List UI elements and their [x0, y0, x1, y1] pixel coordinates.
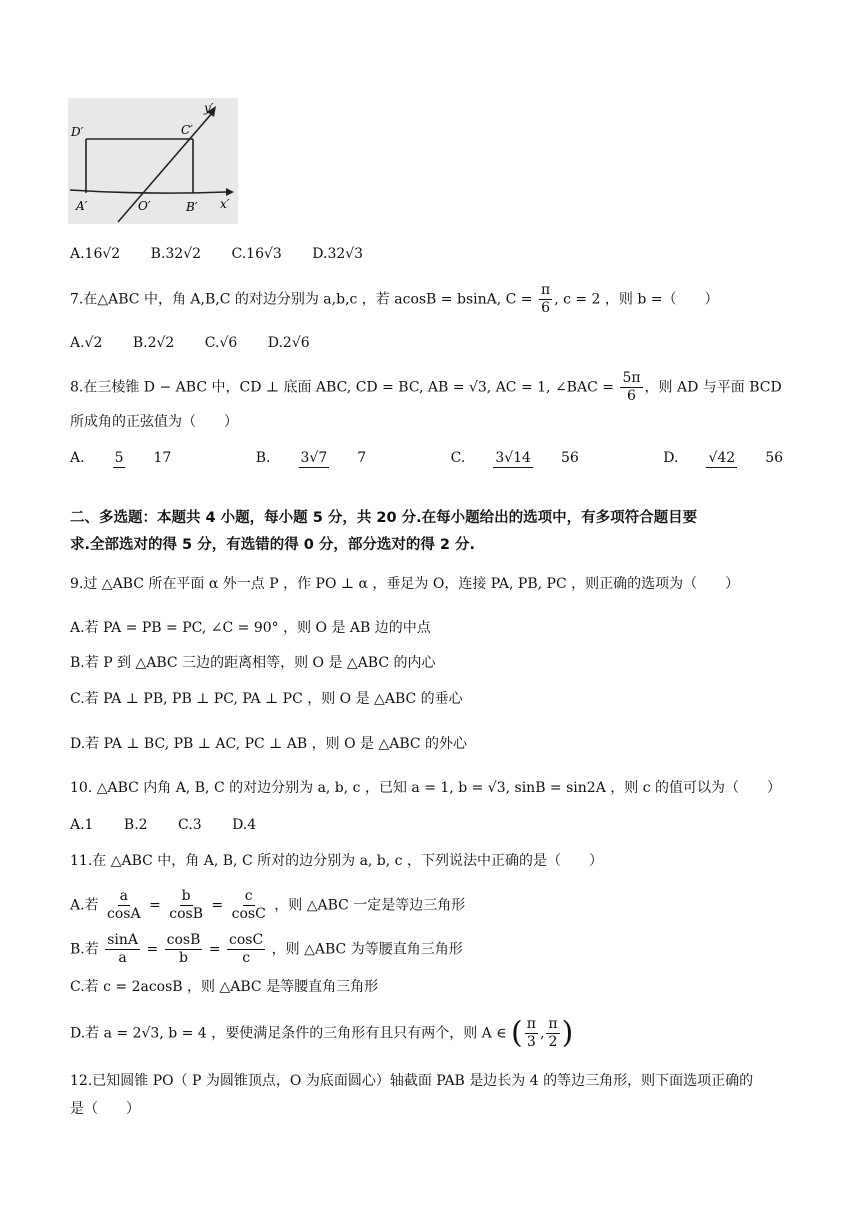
q12-stem-line1: 12.已知圆锥 PO（ P 为圆锥顶点，O 为底面圆心）轴截面 PAB 是边长为 4 的等边三角形，则下面选项正确的 [70, 1073, 754, 1089]
q10-options [70, 815, 282, 835]
q11-a-frac2 [167, 888, 205, 923]
q11-b-frac2 [165, 932, 203, 967]
q8-stem-b: ，则 AD 与平面 BCD [644, 379, 782, 396]
q11-a-f2d: cosB [169, 906, 203, 922]
q11-b-post: ，则 △ABC 为等腰直角三角形 [271, 941, 463, 958]
q7-frac-den: 6 [541, 300, 551, 316]
q8-option-b [256, 448, 420, 468]
q11-a-f1d: cosA [107, 906, 141, 922]
section2-heading-line1: 二、多选题：本题共 4 小题，每小题 5 分，共 20 分.在每小题给出的选项中，有多项符合题目要 [70, 510, 698, 526]
label-a: A′ [76, 199, 88, 213]
q7-fraction [539, 282, 552, 317]
q7-option-b: B.2√2 [132, 335, 175, 351]
q8-option-a-num: 5 [114, 450, 124, 466]
q11-d-frac2 [546, 1016, 559, 1051]
q9-stem: 9.过 △ABC 所在平面 α 外一点 P ，作 PO ⊥ α ，垂足为 O，连接 PA, PB, PC ，则正确的选项为（ ） [70, 576, 740, 592]
q7-frac-num: π [540, 282, 551, 298]
q11-d-lparen: ( [511, 1015, 523, 1051]
q8-option-d-label: D. [663, 450, 679, 466]
q11-b-f2n: cosB [166, 932, 201, 948]
q11-d-d1: 3 [526, 1034, 536, 1050]
q11-b-frac1 [105, 932, 140, 967]
q6-option-d: D.32√3 [312, 246, 364, 262]
q8-option-b-frac [299, 448, 395, 468]
q11-option-c: C.若 c = 2acosB ，则 △ABC 是等腰直角三角形 [70, 979, 379, 995]
figure-svg [68, 98, 238, 224]
q6-option-a: A.16√2 [70, 246, 121, 262]
q10-stem: 10. △ABC 内角 A, B, C 的对边分别为 a, b, c ，已知 a = 1, b = √3, sinB = sin2A ，则 c 的值可以为（ ） [70, 780, 782, 796]
q8-option-d-den: 56 [765, 450, 784, 466]
q11-b-f1d: a [118, 950, 127, 966]
oblique-drawing-figure [68, 98, 238, 224]
q11-d-rparen: ) [561, 1015, 574, 1051]
q11-option-a: A.若 $\frac{a}{\cos A}$ = $\frac{b}{\cos B}$ = $\frac{c}{\cos C}$ ，则 △ABC 一定是等边三角形 [70, 888, 466, 922]
q9-option-b: B.若 P 到 △ABC 三边的距离相等，则 O 是 △ABC 的内心 [70, 655, 436, 671]
q8-option-d-num: √42 [708, 450, 736, 466]
q8-option-a-label: A. [70, 450, 85, 466]
q8-option-c-num: 3√14 [495, 450, 531, 466]
q11-a-f1n: a [119, 888, 128, 904]
q7-stem [70, 282, 719, 317]
q11-a-frac1 [105, 888, 143, 923]
x-axis-arrow-icon [226, 188, 234, 196]
q7-stem-c: , c = 2 ，则 b =（ ） [554, 291, 719, 308]
q8-stem-a: 8.在三棱锥 D − ABC 中，CD ⊥ 底面 ABC, CD = BC, AB = √3, AC = 1, ∠BAC = [70, 379, 614, 396]
q8-frac-num: 5π [622, 370, 641, 386]
label-o: O′ [138, 199, 151, 213]
q7-stem-b: △ABC 中，角 A,B,C 的对边分别为 a,b,c ，若 acosB = bsinA, C = [97, 291, 533, 308]
label-c: C′ [181, 123, 193, 137]
q10-option-b: B.2 [123, 817, 148, 833]
q11-b-pre: B.若 [70, 941, 99, 958]
q8-fraction [620, 370, 642, 405]
q7-stem-a: 7.在 [70, 291, 98, 308]
q8-options [70, 448, 860, 468]
q11-a-frac3 [230, 888, 268, 923]
y-axis [118, 112, 213, 222]
q11-b-f3n: cosC [229, 932, 264, 948]
q8-option-b-num: 3√7 [300, 450, 328, 466]
q7-options [70, 333, 336, 353]
q6-option-b: B.32√2 [150, 246, 202, 262]
q8-option-d-frac [706, 448, 811, 468]
q8-option-b-label: B. [255, 450, 271, 466]
q11-d-d2: 2 [548, 1034, 558, 1050]
q8-option-c-den: 56 [560, 450, 579, 466]
q11-d-frac1 [525, 1016, 538, 1051]
q7-option-a: A.√2 [70, 335, 103, 351]
q11-d-n1: π [526, 1016, 536, 1032]
q9-option-a: A.若 PA = PB = PC, ∠C = 90° ，则 O 是 AB 边的中点 [70, 620, 431, 636]
q11-b-f3d: c [242, 950, 251, 966]
q11-a-f2n: b [181, 888, 191, 904]
q11-stem: 11.在 △ABC 中，角 A, B, C 所对的边分别为 a, b, c ，下列说法中正确的是（ ） [70, 853, 603, 869]
label-x: x′ [220, 197, 230, 211]
section2-heading-line2: 求.全部选对的得 5 分，有选错的得 0 分，部分选对的得 2 分. [70, 537, 476, 553]
q8-option-c-label: C. [450, 450, 466, 466]
q11-option-d: D.若 a = 2√3, b = 4 ，要使满足条件的三角形有且只有两个，则 A ∈ ( $\frac{\pi}{3}$ , $\frac{\pi}{2}$ ) [70, 1015, 574, 1051]
q8-option-c [451, 448, 633, 468]
q11-b-frac3 [227, 932, 265, 967]
label-y: y′ [204, 101, 214, 115]
q8-frac-den: 6 [627, 388, 636, 404]
q9-option-c: C.若 PA ⊥ PB, PB ⊥ PC, PA ⊥ PC ，则 O 是 △ABC 的垂心 [70, 691, 463, 707]
q10-option-d: D.4 [232, 817, 257, 833]
q8-option-c-frac [493, 448, 606, 468]
q6-option-c: C.16√3 [231, 246, 282, 262]
q7-option-d: D.2√6 [267, 335, 310, 351]
q8-option-a-frac [113, 448, 200, 468]
q11-a-f3n: c [244, 888, 253, 904]
label-d: D′ [71, 125, 84, 139]
q11-option-b: B.若 $\frac{\sin A}{a}$ = $\frac{\cos B}{b}$ = $\frac{\cos C}{c}$ ，则 △ABC 为等腰直角三角形 [70, 932, 463, 966]
q8-option-a-den: 17 [153, 450, 172, 466]
q11-b-f1n: sinA [107, 932, 138, 948]
label-b: B′ [186, 200, 198, 214]
q8-option-a [70, 448, 225, 468]
q11-d-pre: D.若 a = 2√3, b = 4 ，要使满足条件的三角形有且只有两个，则 A ∈ [70, 1025, 507, 1042]
q11-b-f2d: b [179, 950, 188, 966]
q7-option-c: C.√6 [204, 335, 238, 351]
q8-stem-line2: 所成角的正弦值为（ ） [70, 414, 238, 430]
q11-a-f3d: cosC [231, 906, 266, 922]
x-axis [70, 190, 226, 193]
q11-d-n2: π [548, 1016, 558, 1032]
q12-stem-line2: 是（ ） [70, 1101, 140, 1117]
q6-options [70, 244, 389, 264]
q11-a-post: ，则 △ABC 一定是等边三角形 [274, 897, 466, 914]
q10-option-a: A.1 [70, 817, 94, 833]
q8-option-d [663, 448, 837, 468]
q8-option-b-den: 7 [357, 450, 367, 466]
q9-option-d: D.若 PA ⊥ BC, PB ⊥ AC, PC ⊥ AB ，则 O 是 △ABC 的外心 [70, 736, 468, 752]
q8-stem [70, 370, 782, 405]
q10-option-c: C.3 [178, 817, 202, 833]
q11-a-pre: A.若 [70, 897, 99, 914]
